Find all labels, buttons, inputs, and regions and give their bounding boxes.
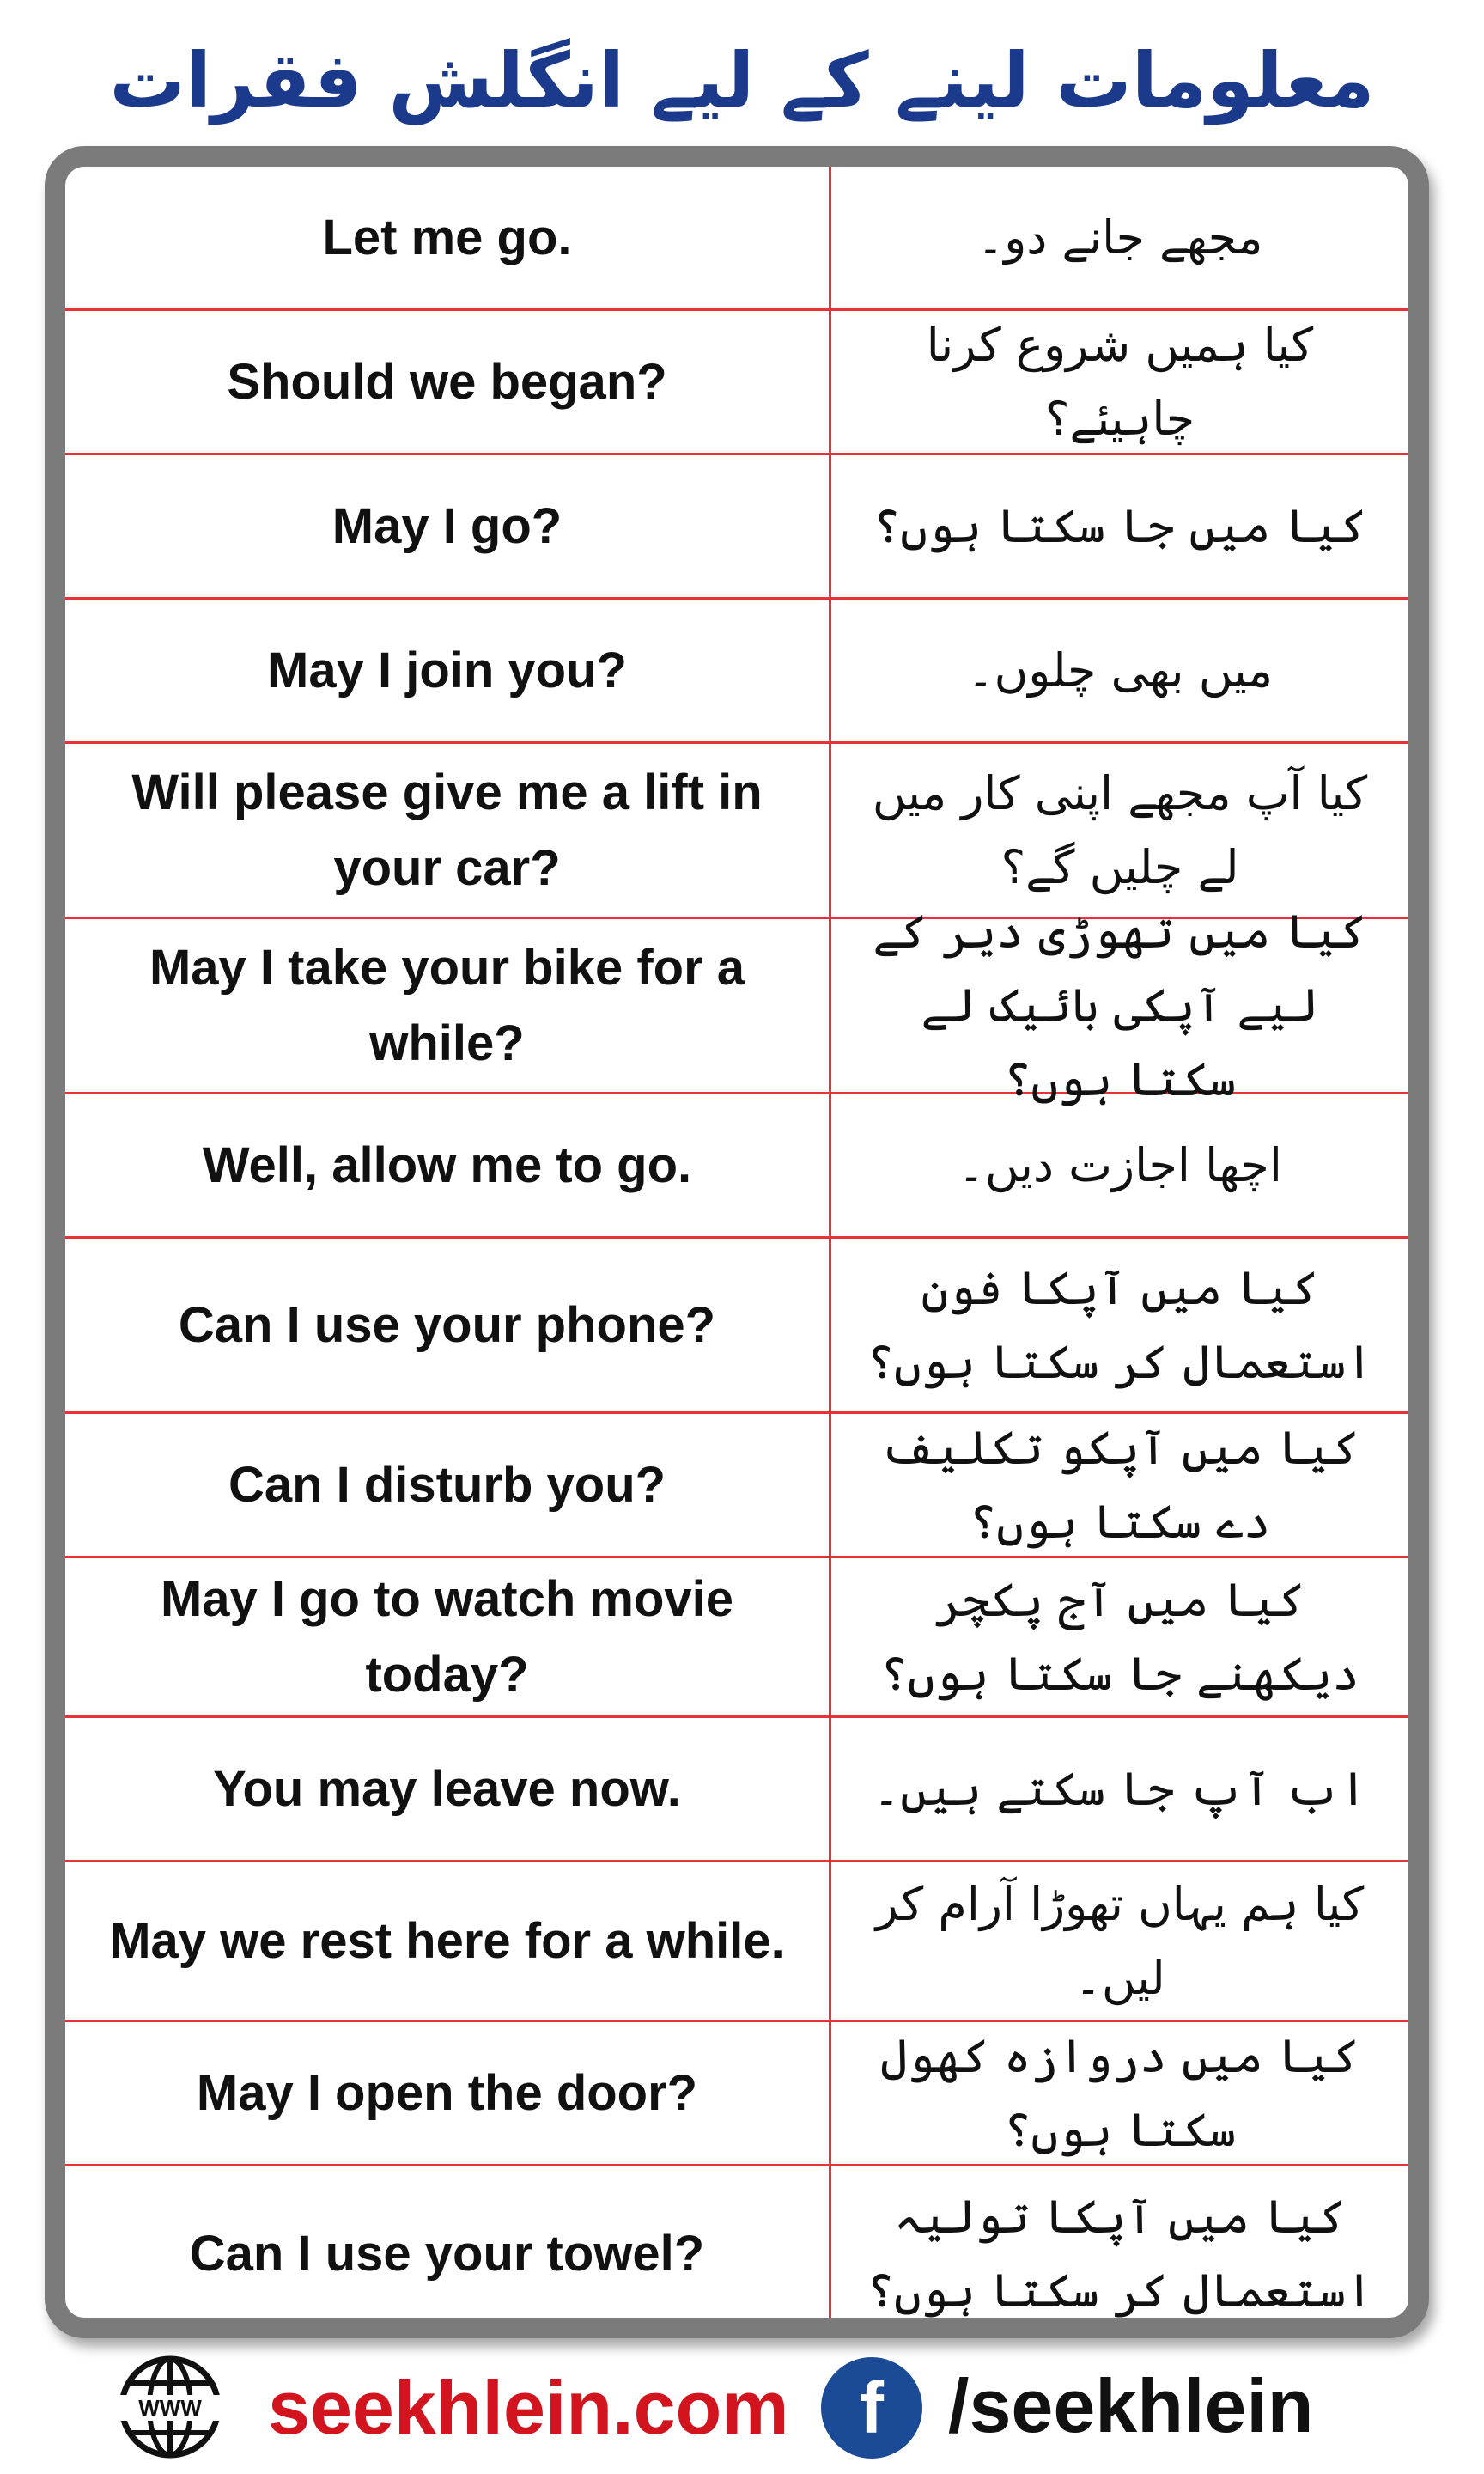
table-row: [65, 904, 1408, 1106]
urdu-translation: کیا ہمیں شروع کرنا چاہیئے؟: [926, 317, 1314, 446]
english-phrase: Can I use your towel?: [65, 2166, 831, 2338]
footer: [0, 2363, 1484, 2450]
facebook-icon[interactable]: f: [821, 2357, 922, 2459]
table-row: [65, 2022, 1408, 2166]
urdu-translation: میں بھی چلوں۔: [966, 643, 1274, 698]
table-row: [65, 1239, 1408, 1414]
english-phrase: May I open the door?: [65, 2022, 831, 2164]
urdu-translation: کیا ہم یہاں تھوڑا آرام کر لیں۔: [875, 1876, 1365, 2005]
phrase-card: [45, 146, 1429, 2338]
english-phrase: May I go to watch movie today?: [65, 1558, 831, 1715]
table-row: [65, 600, 1408, 744]
table-row: [65, 167, 1408, 311]
globe-icon: [117, 2354, 223, 2460]
urdu-translation: کیا میں دروازہ کھول سکتا ہوں؟: [880, 2028, 1359, 2157]
facebook-handle[interactable]: /seekhlein: [948, 2363, 1314, 2448]
english-phrase: Can I disturb you?: [65, 1414, 831, 1556]
table-row: [65, 1862, 1408, 2022]
table-row: [65, 311, 1408, 455]
english-phrase: Well, allow me to go.: [65, 1094, 831, 1236]
urdu-translation: کیا میں آج پکچر دیکھنے جا سکتا ہوں؟: [880, 1572, 1359, 1701]
urdu-translation: کیا میں آپکو تکلیف دے سکتا ہوں؟: [880, 1420, 1359, 1549]
english-phrase: May I go?: [65, 455, 831, 597]
urdu-translation: اب آپ جا سکتے ہیں۔: [873, 1761, 1367, 1816]
urdu-translation: کیا آپ مجھے اپنی کار میں لے چلیں گے؟: [872, 765, 1368, 894]
urdu-translation: کیا میں تھوڑی دیر کے لیے آپکی بائیک لے سکتا ہوں؟: [873, 904, 1367, 1106]
table-row: [65, 1094, 1408, 1239]
urdu-translation: اچھا اجازت دیں۔: [958, 1137, 1282, 1192]
urdu-translation: کیا میں جا سکتا ہوں؟: [873, 498, 1367, 553]
table-row: [65, 1718, 1408, 1862]
table-row: [65, 744, 1408, 919]
english-phrase: Should we began?: [65, 311, 831, 453]
urdu-translation: کیا میں آپکا تولیہ استعمال کر سکتا ہوں؟: [867, 2190, 1373, 2318]
globe-icon-label: WWW: [138, 2395, 202, 2421]
english-phrase: Can I use your phone?: [65, 1239, 831, 1411]
english-phrase: Will please give me a lift in your car?: [65, 744, 831, 917]
urdu-translation: مجھے جانے دو۔: [976, 210, 1263, 265]
english-phrase: May I take your bike for a while?: [65, 919, 831, 1092]
english-phrase: May I join you?: [65, 600, 831, 741]
english-phrase: You may leave now.: [65, 1718, 831, 1860]
phrase-table: [65, 167, 1408, 2338]
table-row: [65, 1558, 1408, 1718]
page-title: معلومات لینے کے لیے انگلش فقرات: [109, 35, 1375, 125]
website-link[interactable]: seekhlein.com: [268, 2365, 789, 2450]
english-phrase: May we rest here for a while.: [65, 1862, 831, 2020]
table-row: [65, 1414, 1408, 1558]
urdu-translation: کیا میں آپکا فون استعمال کر سکتا ہوں؟: [867, 1260, 1373, 1389]
english-phrase: Let me go.: [65, 167, 831, 308]
table-row: [65, 455, 1408, 600]
table-row: [65, 2166, 1408, 2338]
